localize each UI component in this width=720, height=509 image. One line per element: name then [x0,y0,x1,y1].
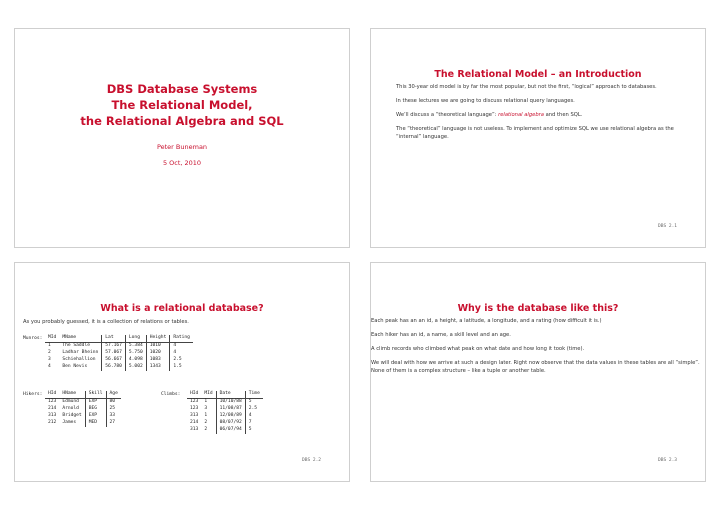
slide-heading: What is a relational database? [100,303,264,314]
table-row [45,406,121,413]
cell: 1020 [146,350,170,357]
cell: Ladhar Bheinn [59,350,101,357]
table-row [45,350,193,357]
cell: Bridget [59,413,85,420]
munros-table [45,335,193,371]
table-row [45,364,193,371]
cell: 57.067 [102,350,126,357]
col-header: MName [59,335,101,343]
title-line-1: DBS Database Systems [106,82,258,96]
cell: 10/10/88 [216,399,245,407]
cell: 12/08/89 [216,413,245,420]
cell: 3 [201,406,216,413]
hikers-label: Hikers: [23,392,43,397]
title-line-2: The Relational Model, [111,98,253,112]
cell: 1.5 [173,364,182,369]
climbs-table [187,391,263,434]
cell: 1083 [146,357,170,364]
cell: Arnold [59,406,85,413]
author: Peter Buneman [156,143,208,151]
cell: 57.167 [102,343,126,351]
paragraph [396,111,687,119]
cell: 5.750 [125,350,146,357]
text: and then SQL. [543,112,583,118]
slide-heading: Why is the database like this? [457,303,619,314]
cell: 214 [48,406,57,411]
cell: 06/07/94 [216,427,245,434]
cell: MED [85,420,106,427]
paragraph: This 30-year old model is by far the most popular, but not the first, “logical” approach to databases. [396,84,657,90]
col-header: Date [216,391,245,399]
cell: 313 [48,413,57,418]
col-header: Rating [170,335,193,343]
cell: Schiehallion [59,357,101,364]
col-header: Long [125,335,146,343]
cell: 313 [190,427,199,432]
col-header: Time [245,391,263,399]
paragraph: Each peak has an an id, a height, a latitude, a longitude, and a rating (how difficult it is.) [371,318,602,324]
cell: 2 [201,427,216,434]
cell: 313 [190,413,199,418]
cell: 5.002 [125,364,146,371]
paragraph: A climb records who climbed what peak on what date and how long it took (time). [371,346,585,352]
col-header: Age [106,391,121,399]
slide-footer: DBS 2.1 [658,224,677,229]
slide-footer: DBS 2.2 [302,458,321,463]
cell: 4 [173,343,177,348]
cell: 123 [48,399,57,404]
cell: 1 [48,343,51,348]
paragraph: We will deal with how we arrive at such a design later. Right now observe that the data values in these tables are all “simple”. None of them is a complex structure – like a tuple or another table. [371,360,700,374]
cell: 80 [109,399,116,404]
cell: 2 [48,350,51,355]
slide-body [396,83,687,147]
table-row [187,406,263,413]
date: 5 Oct, 2010 [162,159,202,167]
table-row [45,413,121,420]
cell: 123 [190,399,199,404]
paragraph: The “theoretical” language is not useless. To implement and optimize SQL we use relational algebra as the “internal” language. [396,126,674,140]
text: We’ll discuss a “theoretical language”: [396,112,499,118]
col-header: Lat [102,335,126,343]
paragraph: Each hiker has an id, a name, a skill level and an age. [371,332,511,338]
slide-footer: DBS 2.3 [658,458,677,463]
cell: 7 [248,420,252,425]
cell: EXP [85,413,106,420]
table-row [187,427,263,434]
cell: 1010 [146,343,170,351]
cell: BEG [85,406,106,413]
cell: 2.5 [248,406,258,411]
cell: 1 [201,413,216,420]
cell: 4 [248,413,252,418]
cell: 5 [248,427,252,432]
cell: 25 [109,406,116,411]
cell: 1 [201,399,216,407]
climbs-label: Climbs: [161,392,181,397]
slide-relational-model-intro [370,28,706,248]
cell: The Saddle [59,343,101,351]
cell: 56.667 [102,357,126,364]
table-row [45,420,121,427]
table-row [187,413,263,420]
cell: 27 [109,420,116,425]
slide-title [14,28,350,248]
cell: 3 [48,357,51,362]
cell: 08/07/92 [216,420,245,427]
cell: Edmund [59,399,85,407]
cell: 123 [190,406,199,411]
title-line-3: the Relational Algebra and SQL [80,114,284,128]
cell: 56.780 [102,364,126,371]
title-block [15,81,349,167]
cell: 212 [48,420,57,425]
col-header: Height [146,335,170,343]
table-row [187,420,263,427]
emphasis-text: relational algebra [498,112,544,118]
cell: EXP [85,399,106,407]
col-header: HName [59,391,85,399]
cell: 33 [109,413,116,418]
slide-body [371,317,701,381]
cell: 214 [190,420,199,425]
paragraph: In these lectures we are going to discuss relational query languages. [396,98,575,104]
col-header: MId [201,391,216,399]
munros-label: Munros: [23,336,43,341]
cell: 2.5 [173,357,182,362]
table-row [45,399,121,407]
hikers-table [45,391,121,427]
table-row [45,343,193,351]
col-header: HId [187,391,201,399]
col-header: MId [45,335,59,343]
cell: 1343 [146,364,170,371]
col-header: HId [45,391,59,399]
slide-why-database [370,262,706,482]
cell: 4.098 [125,357,146,364]
col-header: Skill [85,391,106,399]
cell: James [59,420,85,427]
table-row [187,399,263,407]
slide-heading: The Relational Model – an Introduction [434,69,642,80]
slide-intro: As you probably guessed, it is a collection of relations or tables. [23,319,189,325]
slide-relational-database [14,262,350,482]
cell: 4 [173,350,177,355]
table-row [45,357,193,364]
cell: 5 [248,399,252,404]
cell: 2 [201,420,216,427]
cell: 4 [48,364,51,369]
cell: 5.384 [125,343,146,351]
cell: 11/08/87 [216,406,245,413]
cell: Ben Nevis [59,364,101,371]
